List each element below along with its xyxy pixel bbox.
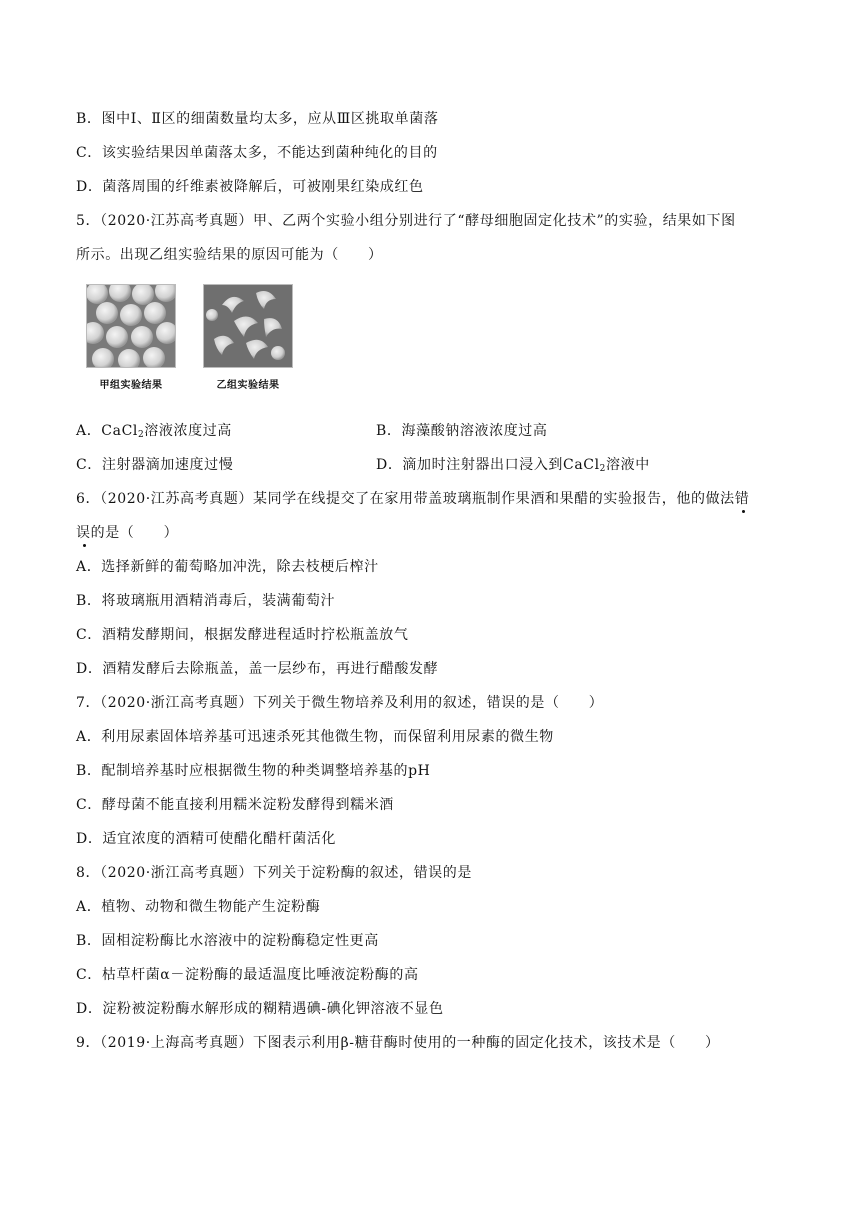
q7-option-d: D．适宜浓度的酒精可使醋化醋杆菌活化 (76, 831, 337, 847)
q6-option-a: A．选择新鲜的葡萄略加冲洗，除去枝梗后榨汁 (76, 559, 379, 575)
figure-group-a (86, 284, 176, 391)
q6-stem-text-end: 的是（ ） (90, 525, 179, 541)
q6-stem-line2 (76, 523, 178, 543)
q5-option-d (376, 455, 650, 479)
group-a-caption: 甲组实验结果 (99, 380, 163, 391)
q8-option-c: C．枯草杆菌α－淀粉酶的最适温度比唾液淀粉酶的高 (76, 967, 419, 983)
q7-option-a: A．利用尿素固体培养基可迅速杀死其他微生物，而保留利用尿素的微生物 (76, 729, 554, 745)
q8-option-a: A．植物、动物和微生物能产生淀粉酶 (76, 899, 321, 915)
q6-stem-line1 (76, 489, 749, 509)
q7-stem: 7．（2020·浙江高考真题）下列关于微生物培养及利用的叙述，错误的是（ ） (76, 695, 604, 711)
q6-option-c: C．酒精发酵期间，根据发酵进程适时拧松瓶盖放气 (76, 627, 409, 643)
q6-option-d: D．酒精发酵后去除瓶盖，盖一层纱布，再进行醋酸发酵 (76, 661, 439, 677)
q8-stem: 8．（2020·浙江高考真题）下列关于淀粉酶的叙述，错误的是 (76, 865, 472, 881)
q5-stem-line1: 5．（2020·江苏高考真题）甲、乙两个实验小组分别进行了“酵母细胞固定化技术”的实验，结果如下图 (76, 213, 736, 229)
group-b-caption: 乙组实验结果 (216, 380, 280, 391)
q4-option-d: D．菌落周围的纤维素被降解后，可被刚果红染成红色 (76, 179, 424, 195)
figure-group-b (203, 284, 293, 391)
q7-option-c: C．酵母菌不能直接利用糯米淀粉发酵得到糯米酒 (76, 797, 394, 813)
q5-option-a-text-end: 溶液浓度过高 (144, 423, 232, 439)
q8-option-d: D．淀粉被淀粉酶水解形成的糊精遇碘-碘化钾溶液不显色 (76, 1001, 444, 1017)
q5-option-c: C．注射器滴加速度过慢 (76, 457, 234, 473)
q4-option-b: B．图中Ⅰ、Ⅱ区的细菌数量均太多，应从Ⅲ区挑取单菌落 (76, 111, 439, 127)
q5-option-d-text-end: 溶液中 (606, 457, 650, 473)
q5-option-b: B．海藻酸钠溶液浓度过高 (376, 423, 548, 439)
q6-stem-text: 6．（2020·江苏高考真题）某同学在线提交了在家用带盖玻璃瓶制作果酒和果醋的实验报告，他的做法 (76, 491, 735, 507)
subscript: 2 (599, 464, 606, 474)
emphasis-char: 错 (734, 491, 750, 507)
q7-option-b: B．配制培养基时应根据微生物的种类调整培养基的pH (76, 763, 431, 779)
q4-option-c: C．该实验结果因单菌落太多，不能达到菌种纯化的目的 (76, 145, 438, 161)
group-b-photo (203, 284, 293, 368)
q5-option-d-text: D．滴加时注射器出口浸入到CaCl (376, 457, 600, 473)
subscript: 2 (137, 430, 145, 440)
group-a-photo (86, 284, 176, 368)
emphasis-char: 误 (76, 525, 91, 541)
q9-stem: 9．（2019·上海高考真题）下图表示利用β-糖苷酶时使用的一种酶的固定化技术，该技术是（ ） (76, 1035, 720, 1051)
q5-option-a (76, 421, 232, 445)
q5-stem-line2: 所示。出现乙组实验结果的原因可能为（ ） (76, 247, 383, 263)
q6-option-b: B．将玻璃瓶用酒精消毒后，装满葡萄汁 (76, 593, 336, 609)
q5-option-a-text: A．CaCl (76, 423, 138, 439)
q8-option-b: B．固相淀粉酶比水溶液中的淀粉酶稳定性更高 (76, 933, 379, 949)
